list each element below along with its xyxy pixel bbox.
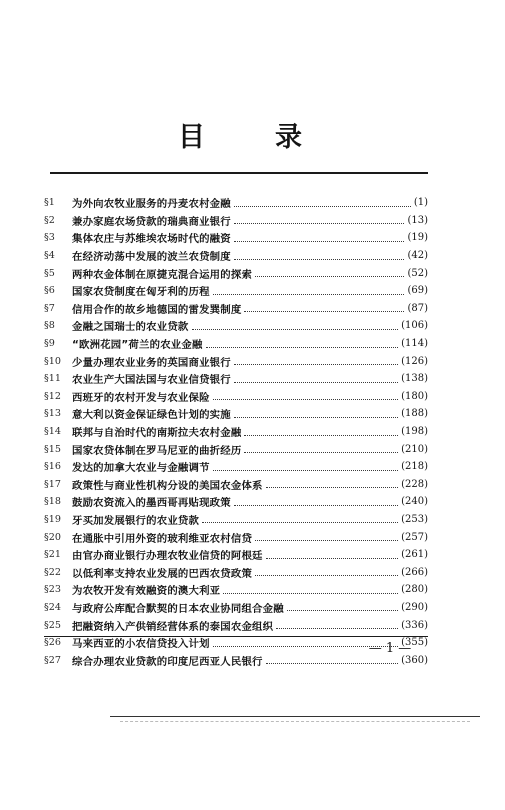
toc-entry-title: 少量办理农业业务的英国商业银行 bbox=[72, 356, 231, 369]
toc-dot-leader bbox=[192, 328, 399, 330]
toc-entry-title: 意大利以资金保证绿色计划的实施 bbox=[72, 409, 231, 422]
toc-section-number: §20 bbox=[44, 531, 62, 543]
toc-dot-leader bbox=[234, 258, 405, 260]
toc-entry bbox=[44, 423, 428, 441]
toc-section-number: §25 bbox=[44, 619, 62, 631]
toc-dot-leader bbox=[202, 521, 398, 523]
toc-page-number: (240) bbox=[401, 496, 428, 508]
toc-page-number: (355) bbox=[401, 637, 428, 649]
toc-entry-title: 与政府公库配合默契的日本农业协同组合金融 bbox=[72, 602, 284, 615]
toc-entry bbox=[44, 528, 428, 546]
toc-dot-leader bbox=[244, 434, 398, 436]
toc-entry-title: 集体农庄与苏维埃农场时代的融资 bbox=[72, 233, 231, 246]
toc-entry bbox=[44, 212, 428, 230]
toc-entry bbox=[44, 511, 428, 529]
toc-entry bbox=[44, 440, 428, 458]
toc-dot-leader bbox=[234, 504, 398, 506]
toc-section-number: §15 bbox=[44, 443, 62, 455]
toc-page-number: (280) bbox=[401, 584, 428, 596]
toc-page-number: (13) bbox=[407, 214, 428, 226]
toc-section-number: §18 bbox=[44, 496, 62, 508]
toc-dot-leader bbox=[244, 451, 398, 453]
page-title bbox=[0, 118, 505, 158]
toc-dot-leader bbox=[213, 469, 398, 471]
toc-section-number: §21 bbox=[44, 549, 62, 561]
toc-entry bbox=[44, 599, 428, 617]
toc-dot-leader bbox=[234, 381, 398, 383]
toc-section-number: §1 bbox=[44, 197, 55, 209]
toc-section-number: §10 bbox=[44, 355, 62, 367]
toc-entry-title: 国家农贷制度在匈牙利的历程 bbox=[72, 286, 210, 299]
toc-dot-leader bbox=[234, 205, 411, 207]
toc-page-number: (114) bbox=[401, 338, 428, 350]
toc-page-number: (1) bbox=[413, 197, 428, 209]
toc-dot-leader bbox=[213, 398, 398, 400]
toc-entry-title: “欧洲花园”荷兰的农业金融 bbox=[72, 339, 203, 352]
page-number: — 1 — bbox=[368, 641, 412, 656]
toc-dot-leader bbox=[223, 592, 398, 594]
toc-dot-leader bbox=[234, 222, 405, 224]
toc-entry bbox=[44, 388, 428, 406]
toc-dot-leader bbox=[255, 574, 398, 576]
toc-entry-title: 兼办家庭农场贷款的瑞典商业银行 bbox=[72, 215, 231, 228]
toc-page-number: (87) bbox=[407, 302, 428, 314]
toc-entry bbox=[44, 493, 428, 511]
toc-dot-leader bbox=[287, 609, 398, 611]
toc-entry bbox=[44, 282, 428, 300]
toc-page-number: (290) bbox=[401, 601, 428, 613]
toc-entry bbox=[44, 194, 428, 212]
toc-entry bbox=[44, 581, 428, 599]
toc-section-number: §2 bbox=[44, 214, 55, 226]
toc-dot-leader bbox=[234, 240, 405, 242]
toc-page-number: (336) bbox=[401, 619, 428, 631]
footer-divider-faint bbox=[120, 721, 470, 722]
toc-entry-title: 两种农金体制在原捷克混合运用的探索 bbox=[72, 268, 253, 281]
toc-entry-title: 国家农贷体制在罗马尼亚的曲折经历 bbox=[72, 444, 242, 457]
toc-page-number: (198) bbox=[401, 426, 428, 438]
toc-entry bbox=[44, 458, 428, 476]
toc-page-number: (257) bbox=[401, 531, 428, 543]
toc-entry-title: 综合办理农业贷款的印度尼西亚人民银行 bbox=[72, 655, 263, 668]
toc-page-number: (360) bbox=[401, 654, 428, 666]
toc-entry bbox=[44, 264, 428, 282]
toc-entry-title: 为外向农牧业服务的丹麦农村金融 bbox=[72, 198, 231, 211]
toc-page-number: (253) bbox=[401, 513, 428, 525]
toc-entry-title: 联邦与自治时代的南斯拉夫农村金融 bbox=[72, 427, 242, 440]
toc-page-number: (228) bbox=[401, 478, 428, 490]
toc-entry bbox=[44, 247, 428, 265]
toc-dot-leader bbox=[213, 293, 405, 295]
toc-dot-leader bbox=[244, 310, 404, 312]
toc-section-number: §6 bbox=[44, 285, 55, 297]
toc-entry-title: 把融资纳入产供销经营体系的泰国农金组织 bbox=[72, 620, 274, 633]
title-char-left: 目 bbox=[178, 122, 205, 153]
toc-entry bbox=[44, 563, 428, 581]
toc-section-number: §16 bbox=[44, 461, 62, 473]
toc-page-number: (180) bbox=[401, 390, 428, 402]
toc-entry bbox=[44, 370, 428, 388]
toc-entry bbox=[44, 405, 428, 423]
toc-dot-leader bbox=[234, 416, 398, 418]
title-char-right: 录 bbox=[275, 122, 302, 153]
toc-entry-title: 农业生产大国法国与农业信贷银行 bbox=[72, 374, 231, 387]
toc-section-number: §14 bbox=[44, 426, 62, 438]
toc-page-number: (188) bbox=[401, 408, 428, 420]
toc-entry bbox=[44, 476, 428, 494]
toc-entry-title: 金融之国瑞士的农业贷款 bbox=[72, 321, 189, 334]
toc-dot-leader bbox=[266, 662, 398, 664]
title-divider bbox=[50, 172, 428, 174]
toc-dot-leader bbox=[266, 486, 398, 488]
toc-dot-leader bbox=[234, 363, 398, 365]
toc-section-number: §7 bbox=[44, 302, 55, 314]
toc-section-number: §5 bbox=[44, 267, 55, 279]
toc-entry bbox=[44, 317, 428, 335]
toc-section-number: §26 bbox=[44, 637, 62, 649]
toc-page-number: (210) bbox=[401, 443, 428, 455]
toc-section-number: §9 bbox=[44, 338, 55, 350]
toc-page-number: (19) bbox=[407, 232, 428, 244]
toc-section-number: §22 bbox=[44, 566, 62, 578]
toc-page-number: (52) bbox=[407, 267, 428, 279]
toc-page-number: (42) bbox=[407, 250, 428, 262]
toc-section-number: §12 bbox=[44, 390, 62, 402]
toc-section-number: §4 bbox=[44, 250, 55, 262]
toc-entry-title: 牙买加发展银行的农业贷款 bbox=[72, 514, 200, 527]
toc-entry bbox=[44, 546, 428, 564]
toc-section-number: §8 bbox=[44, 320, 55, 332]
toc-section-number: §27 bbox=[44, 654, 62, 666]
toc-entry-title: 信用合作的故乡地德国的雷发巽制度 bbox=[72, 303, 242, 316]
toc-entry-title: 发达的加拿大农业与金融调节 bbox=[72, 462, 210, 475]
toc-entry-title: 由官办商业银行办理农牧业信贷的阿根廷 bbox=[72, 550, 263, 563]
toc-page-number: (126) bbox=[401, 355, 428, 367]
toc-entry-title: 在经济动荡中发展的波兰农贷制度 bbox=[72, 251, 231, 264]
toc-dot-leader bbox=[206, 346, 399, 348]
toc-page-number: (261) bbox=[401, 549, 428, 561]
toc-page-number: (69) bbox=[407, 285, 428, 297]
toc-section-number: §13 bbox=[44, 408, 62, 420]
toc-entry-title: 西班牙的农村开发与农业保险 bbox=[72, 391, 210, 404]
footer-divider bbox=[110, 716, 480, 717]
toc-dot-leader bbox=[255, 275, 404, 277]
toc-entry-title: 政策性与商业性机构分设的美国农金体系 bbox=[72, 479, 263, 492]
toc-section-number: §19 bbox=[44, 513, 62, 525]
toc-section-number: §3 bbox=[44, 232, 55, 244]
toc-entry-title: 马来西亚的小农信贷投入计划 bbox=[72, 638, 210, 651]
toc-entry bbox=[44, 335, 428, 353]
toc-section-number: §23 bbox=[44, 584, 62, 596]
toc-section-number: §11 bbox=[44, 373, 62, 385]
toc-page-number: (138) bbox=[401, 373, 428, 385]
table-of-contents bbox=[44, 194, 428, 669]
toc-dot-leader bbox=[255, 539, 398, 541]
toc-entry-title: 在通胀中引用外资的玻利维亚农村信贷 bbox=[72, 532, 253, 545]
toc-page-number: (266) bbox=[401, 566, 428, 578]
toc-entry-title: 鼓励农资流入的墨西哥再贴现政策 bbox=[72, 497, 231, 510]
toc-entry bbox=[44, 616, 428, 634]
toc-section-number: §17 bbox=[44, 478, 62, 490]
toc-entry bbox=[44, 229, 428, 247]
contents-bottom-divider bbox=[44, 636, 428, 637]
toc-dot-leader bbox=[266, 557, 398, 559]
toc-section-number: §24 bbox=[44, 601, 62, 613]
toc-entry-title: 以低利率支持农业发展的巴西农贷政策 bbox=[72, 567, 253, 580]
toc-page-number: (218) bbox=[401, 461, 428, 473]
toc-dot-leader bbox=[276, 627, 398, 629]
toc-entry bbox=[44, 300, 428, 318]
toc-entry-title: 为农牧开发有效融资的澳大利亚 bbox=[72, 585, 221, 598]
toc-page-number: (106) bbox=[401, 320, 428, 332]
toc-entry bbox=[44, 352, 428, 370]
